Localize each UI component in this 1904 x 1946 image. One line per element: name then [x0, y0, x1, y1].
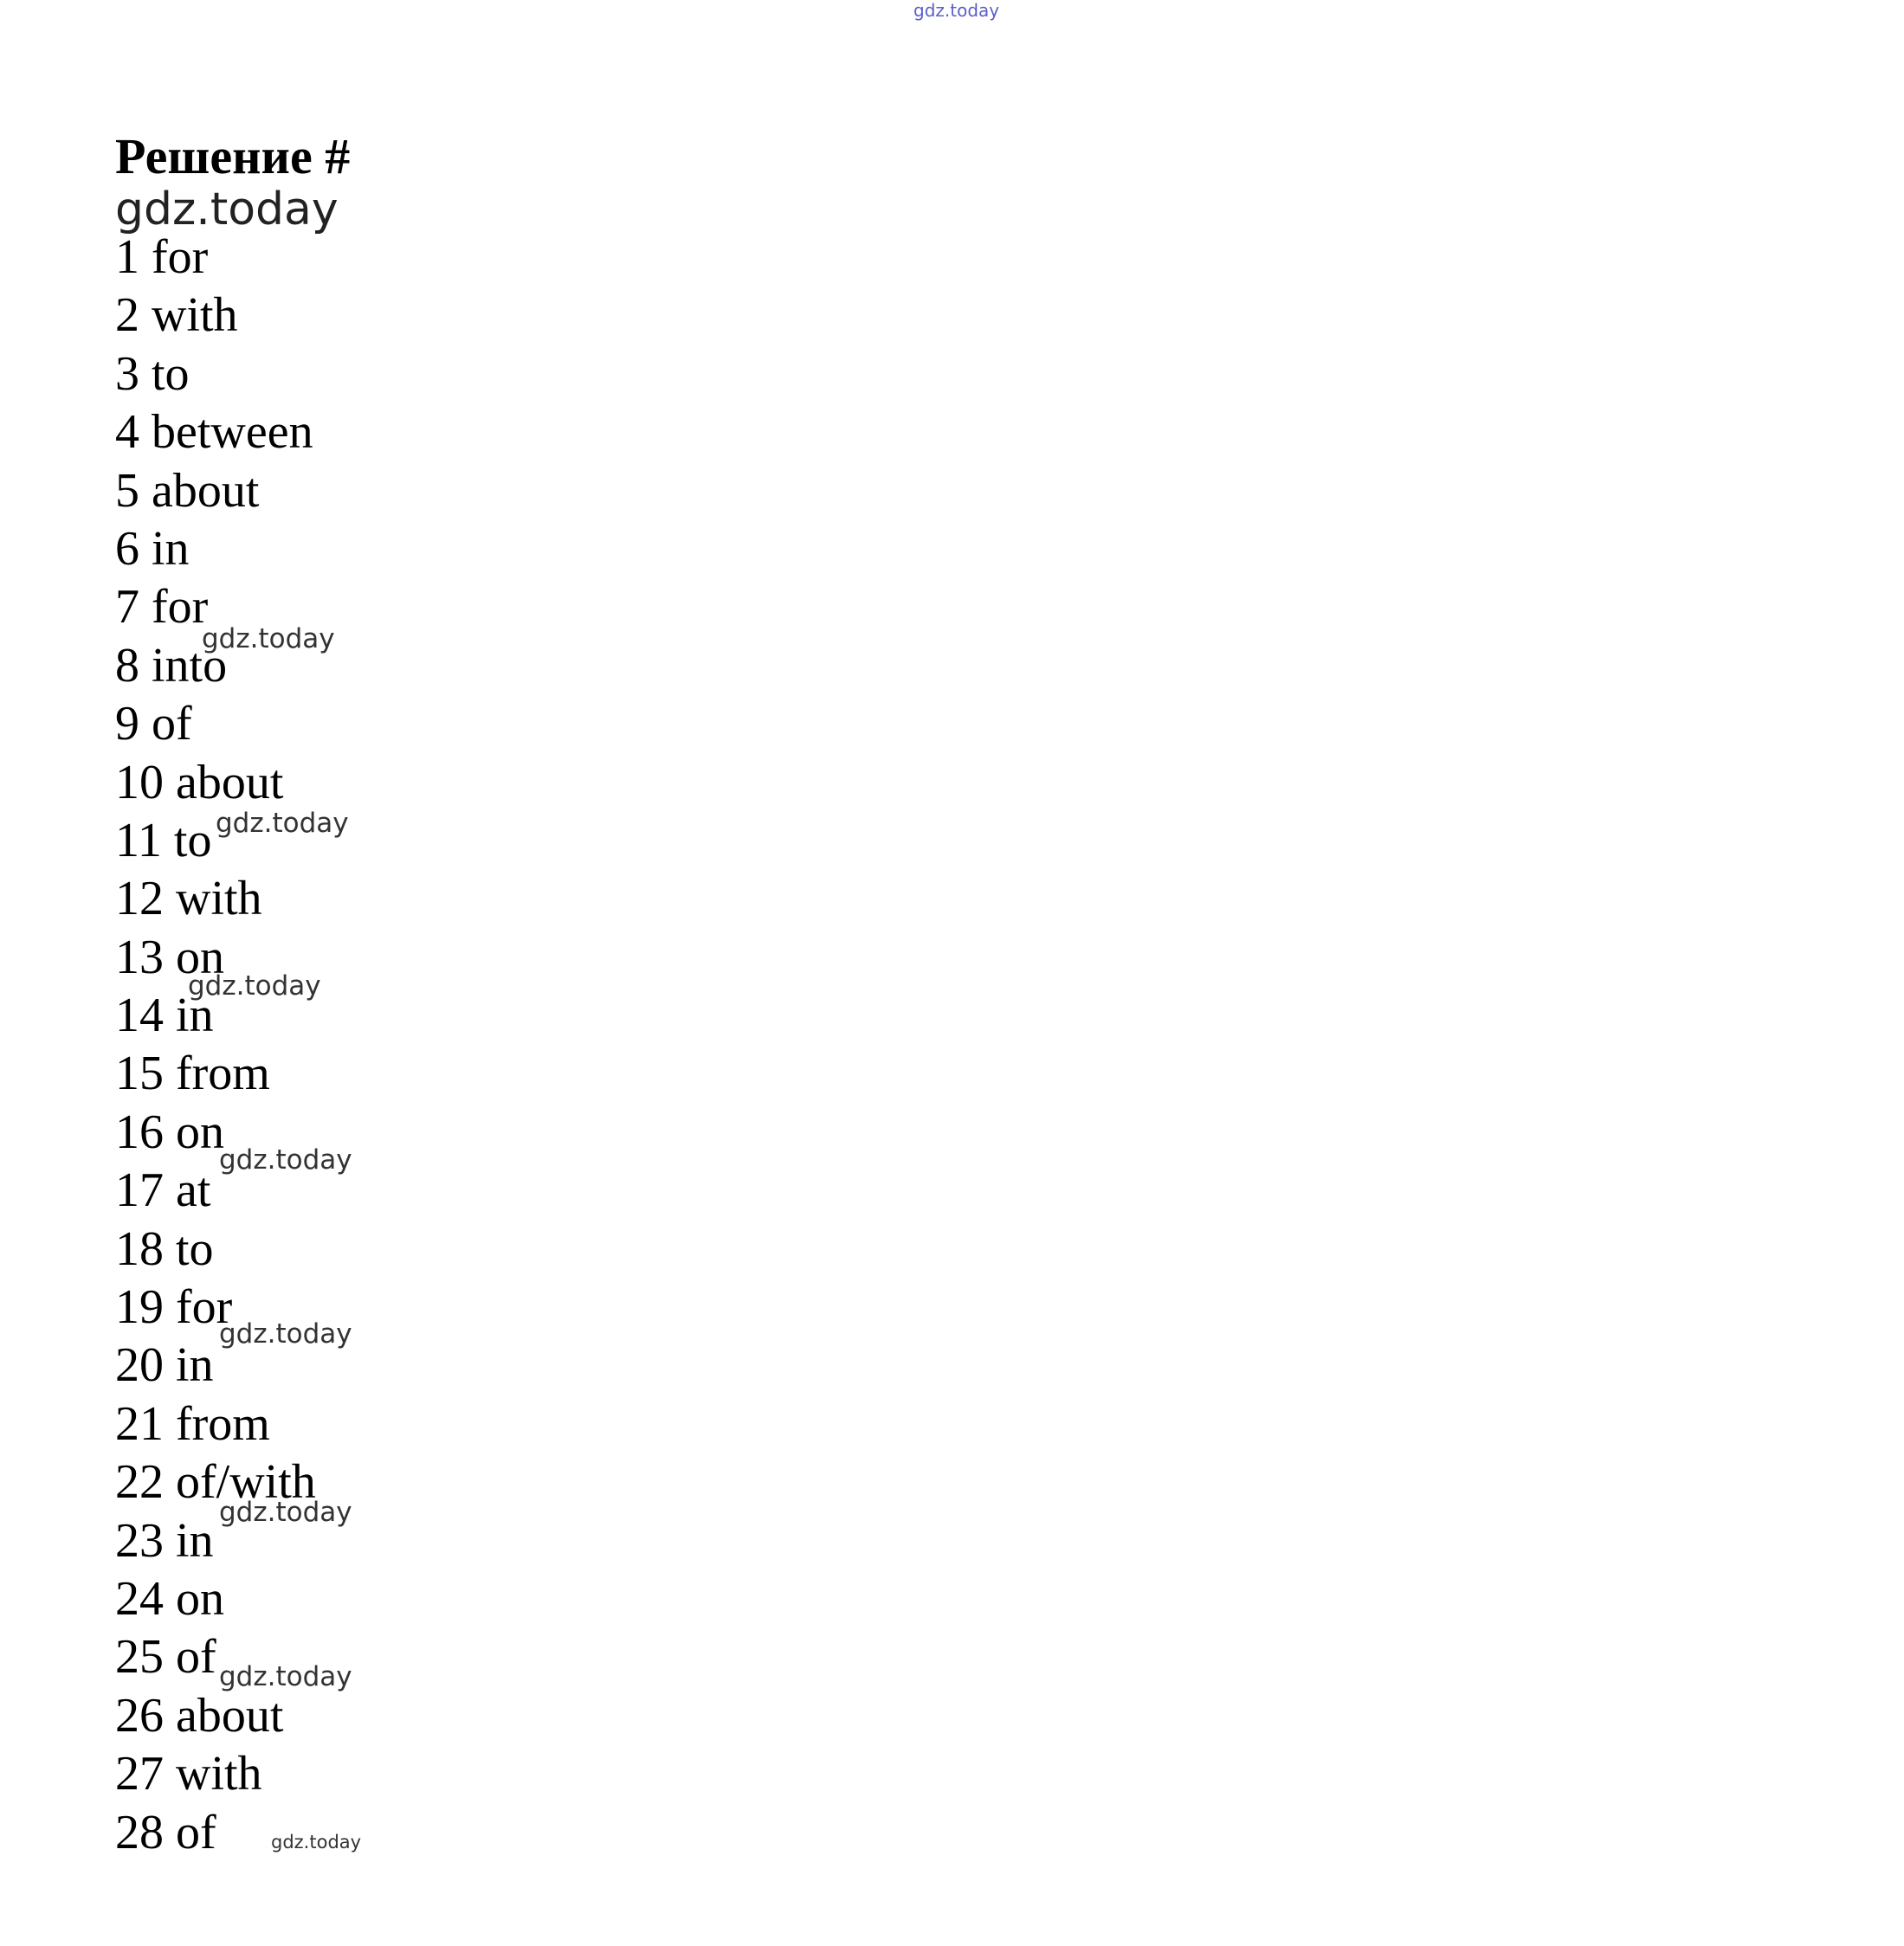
answer-item — [115, 1570, 316, 1628]
watermark: gdz.today — [219, 1661, 352, 1692]
answer-word: for — [176, 1280, 233, 1335]
answer-item — [115, 520, 316, 578]
top-watermark: gdz.today — [913, 0, 1000, 21]
answer-list — [115, 229, 316, 1862]
answer-number: 10 — [115, 755, 164, 809]
watermark: gdz.today — [271, 1832, 362, 1853]
answer-word: about — [152, 463, 260, 518]
answer-number: 18 — [115, 1221, 164, 1276]
answer-number: 6 — [115, 521, 139, 576]
answer-number: 11 — [115, 813, 162, 867]
answer-word: from — [176, 1047, 270, 1101]
answer-item — [115, 1221, 316, 1279]
answer-number: 24 — [115, 1571, 164, 1626]
answer-word: in — [176, 1338, 214, 1393]
answer-item — [115, 229, 316, 287]
answer-number: 7 — [115, 580, 139, 635]
answer-number: 15 — [115, 1047, 164, 1101]
watermark: gdz.today — [216, 808, 349, 839]
answer-number: 4 — [115, 405, 139, 460]
answer-word: in — [176, 989, 214, 1043]
answer-word: on — [176, 1571, 224, 1626]
answer-number: 16 — [115, 1105, 164, 1159]
answer-word: of/with — [176, 1455, 316, 1510]
answer-item — [115, 345, 316, 403]
answer-number: 9 — [115, 697, 139, 751]
answer-word: for — [152, 230, 209, 284]
answer-word: of — [152, 697, 192, 751]
answer-word: with — [176, 1747, 262, 1801]
answer-number: 22 — [115, 1455, 164, 1510]
answer-item — [115, 754, 316, 812]
answer-number: 21 — [115, 1396, 164, 1451]
answer-word: in — [152, 521, 190, 576]
watermark: gdz.today — [219, 1497, 352, 1528]
answer-word: for — [152, 580, 209, 635]
answer-number: 8 — [115, 638, 139, 693]
answer-item — [115, 1045, 316, 1103]
answer-item — [115, 695, 316, 753]
watermark: gdz.today — [188, 970, 321, 1002]
answer-number: 12 — [115, 872, 164, 926]
answer-number: 28 — [115, 1805, 164, 1859]
page-title: Решение # — [115, 128, 351, 184]
answer-number: 5 — [115, 463, 139, 518]
answer-number: 19 — [115, 1280, 164, 1335]
answer-word: between — [152, 405, 313, 460]
watermark: gdz.today — [219, 1318, 352, 1350]
answer-word: of — [176, 1630, 216, 1685]
answer-number: 23 — [115, 1513, 164, 1568]
answer-word: to — [173, 813, 212, 867]
answer-number: 13 — [115, 930, 164, 984]
answer-item — [115, 403, 316, 461]
answer-number: 3 — [115, 346, 139, 401]
answer-word: to — [176, 1221, 214, 1276]
watermark: gdz.today — [202, 623, 335, 654]
answer-word: in — [176, 1513, 214, 1568]
answer-number: 17 — [115, 1163, 164, 1218]
answer-number: 2 — [115, 288, 139, 343]
answer-word: to — [152, 346, 190, 401]
answer-item — [115, 462, 316, 520]
answer-word: with — [152, 288, 238, 343]
answer-word: on — [176, 930, 224, 984]
answer-word: at — [176, 1163, 211, 1218]
answer-number: 25 — [115, 1630, 164, 1685]
answer-word: about — [176, 1688, 284, 1743]
answer-item — [115, 1745, 316, 1803]
answer-word: from — [176, 1396, 270, 1451]
answer-number: 14 — [115, 989, 164, 1043]
answer-number: 20 — [115, 1338, 164, 1393]
answer-number: 26 — [115, 1688, 164, 1743]
answer-word: into — [152, 638, 228, 693]
site-watermark: gdz.today — [115, 184, 339, 235]
answer-word: of — [176, 1805, 216, 1859]
answer-item — [115, 870, 316, 928]
answer-number: 27 — [115, 1747, 164, 1801]
watermark: gdz.today — [219, 1144, 352, 1176]
answer-item — [115, 1395, 316, 1453]
answer-number: 1 — [115, 230, 139, 284]
answer-word: on — [176, 1105, 224, 1159]
answer-word: with — [176, 872, 262, 926]
answer-item — [115, 1687, 316, 1745]
answer-word: about — [176, 755, 284, 809]
answer-item — [115, 287, 316, 345]
